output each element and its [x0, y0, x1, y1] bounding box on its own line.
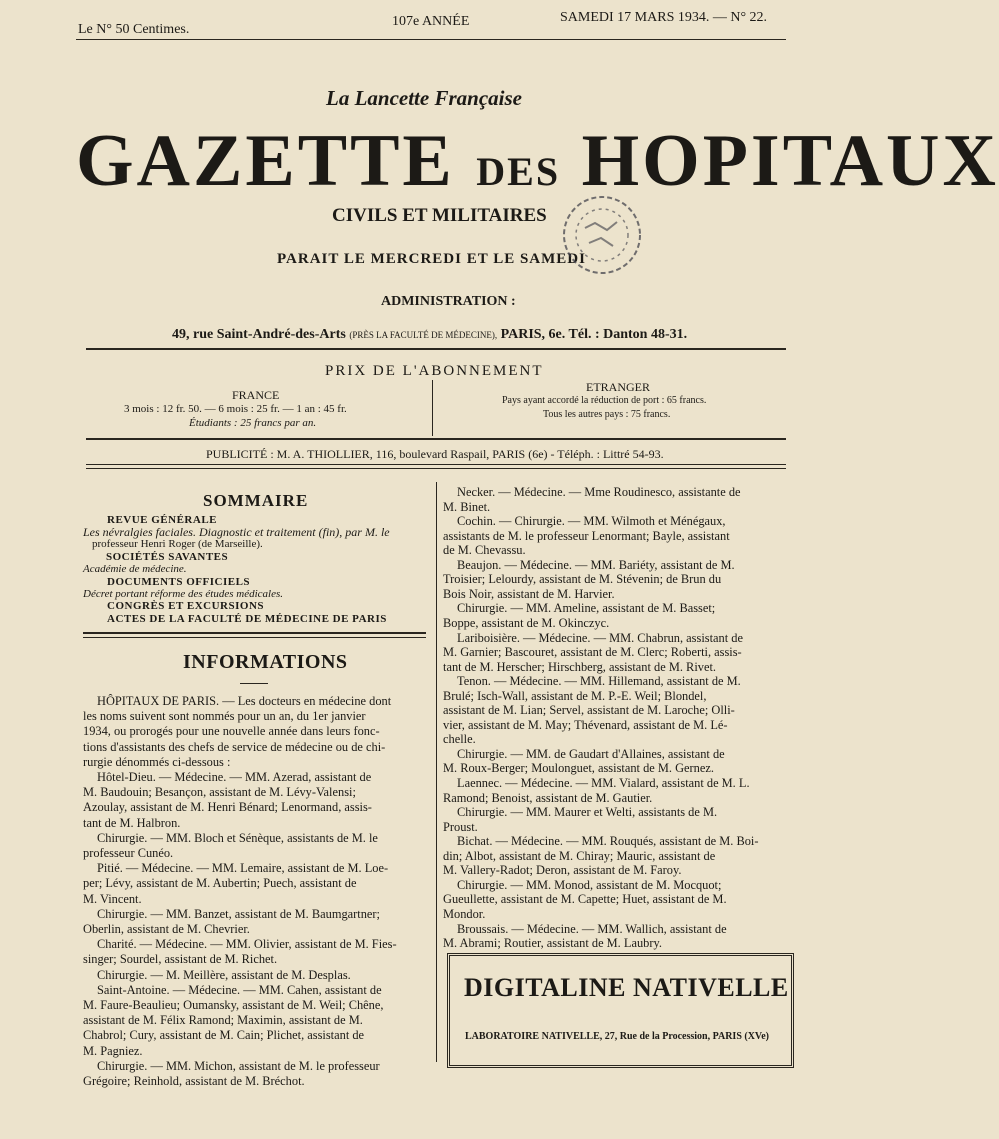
publication-days: PARAIT LE MERCREDI ET LE SAMEDI: [277, 251, 586, 267]
france-students-rate: Étudiants : 25 francs par an.: [189, 417, 317, 429]
text-line: M. Abrami; Routier, assistant de M. Laubry.: [443, 936, 662, 951]
text-line: Necker. — Médecine. — Mme Roudinesco, assistante de: [457, 485, 741, 499]
toc-entry: Académie de médecine.: [83, 563, 187, 575]
text-line: Grégoire; Reinhold, assistant de M. Bréchot.: [83, 1074, 305, 1088]
publicite-line: PUBLICITÉ : M. A. THIOLLIER, 116, boulevard Raspail, PARIS (6e) - Téléph. : Littré 54-93.: [206, 447, 664, 461]
text-line: Proust.: [443, 819, 478, 834]
text-line: assistants de M. le professeur Lenormant; Bayle, assistant: [443, 528, 730, 543]
text-line: Tenon. — Médecine. — MM. Hillemand, assistant de M.: [457, 674, 741, 689]
advert-box: [447, 953, 794, 1068]
text-line: Troisier; Lelourdy, assistant de M. Stévenin; de Brun du: [443, 572, 722, 587]
administration-label: ADMINISTRATION :: [381, 294, 516, 309]
library-stamp-icon: [555, 188, 650, 283]
etranger-rate-2: Tous les autres pays : 75 francs.: [543, 409, 671, 420]
text-line: les noms suivent sont nommés pour un an, du 1er janvier: [83, 709, 366, 724]
rule-after-sommaire-2: [83, 637, 426, 638]
text-line: Brulé; Isch-Wall, assistant de M. P.-E. Weil; Blondel,: [443, 688, 707, 703]
etranger-label: ETRANGER: [586, 380, 650, 394]
advert-laboratory: LABORATOIRE NATIVELLE, 27, Rue de la Procession, PARIS (XVe): [465, 1031, 770, 1042]
text-line: Boppe, assistant de M. Okinczyc.: [443, 615, 610, 630]
toc-entry: Décret portant réforme des études médicales.: [83, 588, 283, 600]
address-city-phone: PARIS, 6e. Tél. : Danton 48-31.: [500, 327, 688, 342]
text-line: de M. Chevassu.: [443, 543, 526, 558]
text-line: singer; Sourdel, assistant de M. Richet.: [83, 952, 278, 967]
text-line: tions d'assistants des chefs de service de médecine ou de chi-: [83, 739, 386, 754]
supertitle: La Lancette Française: [326, 86, 522, 110]
column-divider: [436, 482, 437, 1062]
address-street: 49, rue Saint-André-des-Arts: [172, 327, 346, 342]
text-line: din; Albot, assistant de M. Chiray; Mauric, assistant de: [443, 848, 716, 863]
text-line: HÔPITAUX DE PARIS. — Les docteurs en médecine dont: [97, 694, 392, 708]
text-line: rurgie dénommés ci-dessous :: [83, 754, 231, 769]
text-line: Hôtel-Dieu. — Médecine. — MM. Azerad, assistant de: [97, 770, 372, 784]
text-line: M. Faure-Beaulieu; Oumansky, assistant de M. Weil; Chêne,: [83, 998, 384, 1012]
text-line: Chirurgie. — MM. Bloch et Sénèque, assistants de M. le: [97, 830, 378, 845]
text-line: professeur Cunéo.: [83, 846, 174, 860]
text-line: M. Baudouin; Besançon, assistant de M. Lévy-Valensi;: [83, 785, 356, 800]
abonnement-title: PRIX DE L'ABONNEMENT: [325, 363, 544, 379]
text-line: Ramond; Benoist, assistant de M. Gautier.: [443, 790, 653, 805]
text-line: M. Vincent.: [83, 891, 142, 906]
text-line: Bois Noir, assistant de M. Harvier.: [443, 586, 615, 601]
abonnement-divider: [432, 380, 433, 436]
text-line: Saint-Antoine. — Médecine. — MM. Cahen, assistant de: [97, 982, 382, 997]
text-line: chelle.: [443, 732, 476, 747]
text-line: M. Binet.: [443, 499, 491, 514]
rule-after-publicite: [86, 464, 786, 465]
text-line: Bichat. — Médecine. — MM. Rouqués, assistant de M. Boi-: [457, 834, 759, 849]
text-line: Gueullette, assistant de M. Capette; Huet, assistant de M.: [443, 892, 727, 907]
france-label: FRANCE: [232, 388, 280, 402]
issue-year: 107e ANNÉE: [392, 14, 470, 29]
rule-before-publicite: [86, 438, 786, 440]
text-line: per; Lévy, assistant de M. Aubertin; Puech, assistant de: [83, 876, 357, 891]
toc-entry: professeur Henri Roger (de Marseille).: [92, 538, 263, 550]
text-line: Chirurgie. — MM. Monod, assistant de M. Mocquot;: [457, 877, 722, 892]
title-ornament: [240, 683, 268, 684]
toc-entry: Les névralgies faciales. Diagnostic et traitement (fin), par M. le: [83, 525, 390, 539]
text-line: Mondor.: [443, 906, 486, 921]
toc-heading: ACTES DE LA FACULTÉ DE MÉDECINE DE PARIS: [107, 613, 387, 625]
text-line: Chirurgie. — MM. Michon, assistant de M. le professeur: [97, 1058, 380, 1073]
text-line: 1934, ou prorogés pour une nouvelle année dans leurs fonc-: [83, 724, 380, 739]
sommaire-title: SOMMAIRE: [203, 491, 309, 510]
toc-heading: REVUE GÉNÉRALE: [107, 514, 217, 526]
text-line: Cochin. — Chirurgie. — MM. Wilmoth et Ménégaux,: [457, 514, 726, 529]
text-line: Chirurgie. — MM. Maurer et Welti, assistants de M.: [457, 805, 718, 820]
text-line: tant de M. Halbron.: [83, 815, 181, 830]
rule-after-publicite-2: [86, 468, 786, 469]
masthead-subtitle: CIVILS ET MILITAIRES: [332, 205, 547, 226]
text-line: Chirurgie. — MM. Banzet, assistant de M. Baumgartner;: [97, 906, 380, 921]
text-line: M. Garnier; Bascouret, assistant de M. Clerc; Roberti, assis-: [443, 645, 742, 660]
text-line: Oberlin, assistant de M. Chevrier.: [83, 922, 250, 936]
text-line: tant de M. Herscher; Hirschberg, assistant de M. Rivet.: [443, 659, 716, 674]
etranger-rate-1: Pays ayant accordé la réduction de port : 65 francs.: [502, 395, 707, 406]
text-line: Lariboisière. — Médecine. — MM. Chabrun, assistant de: [457, 630, 743, 645]
top-rule: [76, 39, 786, 40]
administration-address: [172, 327, 687, 343]
text-line: M. Vallery-Radot; Deron, assistant de M. Faroy.: [443, 863, 682, 878]
rule-after-sommaire: [83, 632, 426, 634]
text-line: Pitié. — Médecine. — MM. Lemaire, assistant de M. Loe-: [97, 861, 389, 876]
rule-before-abonnement: [86, 348, 786, 350]
toc-heading: CONGRÈS ET EXCURSIONS: [107, 600, 265, 612]
address-note: (PRÈS LA FACULTÉ DE MÉDECINE),: [349, 330, 498, 340]
advert-brand: DIGITALINE NATIVELLE: [464, 973, 789, 1002]
toc-heading: SOCIÉTÉS SAVANTES: [106, 551, 229, 563]
issue-price: Le N° 50 Centimes.: [78, 22, 190, 37]
toc-heading: DOCUMENTS OFFICIELS: [107, 576, 251, 588]
masthead-title: [76, 120, 999, 202]
text-line: Chabrol; Cury, assistant de M. Cain; Plichet, assistant de: [83, 1028, 365, 1043]
informations-title: INFORMATIONS: [183, 651, 348, 673]
issue-date: SAMEDI 17 MARS 1934. — N° 22.: [560, 10, 768, 25]
masthead-word-gazette: GAZETTE: [76, 120, 455, 202]
text-line: Chirurgie. — M. Meillère, assistant de M. Desplas.: [97, 967, 351, 982]
france-rates: 3 mois : 12 fr. 50. — 6 mois : 25 fr. — 1 an : 45 fr.: [124, 403, 347, 415]
text-line: vier, assistant de M. May; Thévenard, assistant de M. Lé-: [443, 717, 728, 732]
text-line: assistant de M. Félix Ramond; Maximin, assistant de M.: [83, 1013, 363, 1028]
text-line: assistant de M. Lian; Servel, assistant de M. Laroche; Olli-: [443, 703, 735, 718]
masthead-word-hopitaux: HOPITAUX: [581, 120, 999, 202]
text-line: Charité. — Médecine. — MM. Olivier, assistant de M. Fies-: [97, 937, 397, 952]
text-line: Azoulay, assistant de M. Henri Bénard; Lenormand, assis-: [83, 800, 372, 815]
text-line: Chirurgie. — MM. Ameline, assistant de M. Basset;: [457, 601, 716, 616]
text-line: Laennec. — Médecine. — MM. Vialard, assistant de M. L.: [457, 776, 750, 790]
text-line: M. Roux-Berger; Moulonguet, assistant de M. Gernez.: [443, 761, 714, 776]
text-line: M. Pagniez.: [83, 1043, 143, 1058]
text-line: Beaujon. — Médecine. — MM. Bariéty, assistant de M.: [457, 557, 735, 572]
text-line: Chirurgie. — MM. de Gaudart d'Allaines, assistant de: [457, 746, 725, 761]
masthead-word-des: DES: [476, 149, 561, 194]
text-line: Broussais. — Médecine. — MM. Wallich, assistant de: [457, 921, 727, 936]
